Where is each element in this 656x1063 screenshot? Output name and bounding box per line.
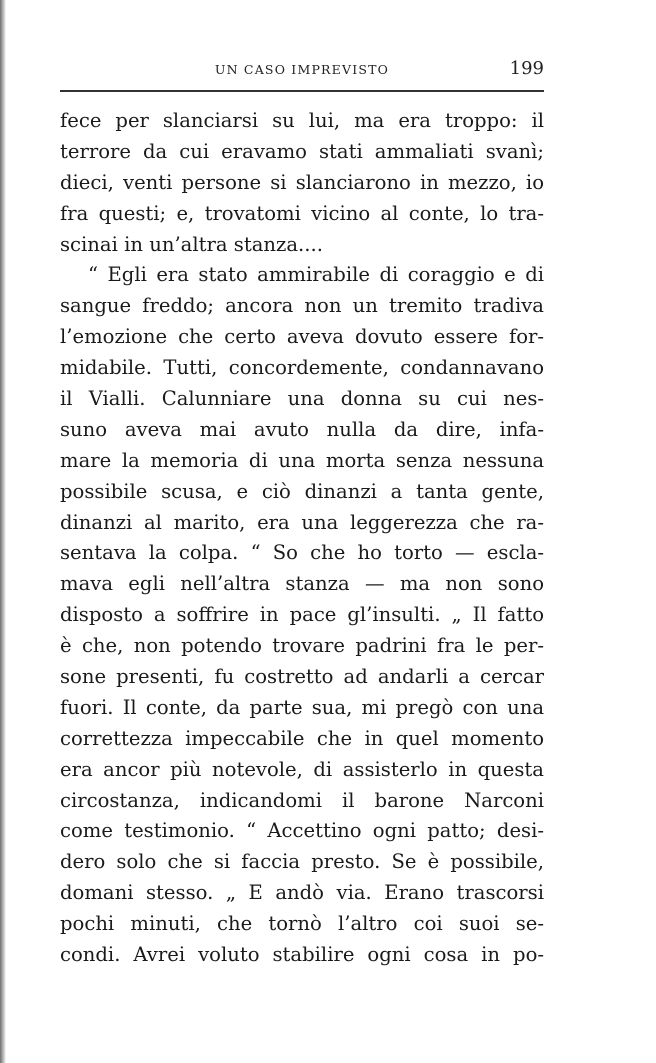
- text-line: come testimonio. “ Accettino ogni patto; desi-: [60, 819, 544, 843]
- text-line: “ Egli era stato ammirabile di coraggio e di: [88, 263, 544, 287]
- body-text: [60, 106, 544, 971]
- text-line: era ancor più notevole, di assisterlo in questa: [60, 757, 544, 781]
- text-line: fuori. Il conte, da parte sua, mi pregò con una: [60, 695, 544, 719]
- text-line: mare la memoria di una morta senza nessuna: [60, 448, 544, 472]
- text-line: suno aveva mai avuto nulla da dire, infa-: [60, 417, 544, 441]
- text-line: fece per slanciarsi su lui, ma era troppo: il: [60, 109, 544, 132]
- text-line: è che, non potendo trovare padrini fra le per-: [60, 634, 544, 658]
- text-line: circostanza, indicandomi il barone Narconi: [60, 788, 544, 812]
- text-line: fra questi; e, trovatomi vicino al conte, lo tra-: [60, 201, 544, 225]
- text-line: sentava la colpa. “ So che ho torto — escla-: [60, 541, 544, 565]
- text-line: dinanzi al marito, era una leggerezza che ra-: [60, 510, 544, 534]
- header-rule: [60, 90, 544, 92]
- page-header: [60, 58, 544, 88]
- text-line: midabile. Tutti, concordemente, condannavano: [60, 356, 544, 380]
- text-line: dero solo che si faccia presto. Se è possibile,: [60, 850, 544, 874]
- text-line: domani stesso. „ E andò via. Erano trascorsi: [60, 881, 544, 905]
- text-line: mava egli nell’altra stanza — ma non sono: [60, 572, 544, 596]
- text-line: sangue freddo; ancora non un tremito tradiva: [60, 294, 544, 318]
- text-line: disposto a soffrire in pace gl’insulti. „ Il fatto: [60, 603, 544, 627]
- text-line: l’emozione che certo aveva dovuto essere for-: [60, 325, 544, 349]
- text-line: scinai in un’altra stanza....: [60, 232, 323, 256]
- page-number: 199: [509, 58, 544, 79]
- running-title: UN CASO IMPREVISTO: [214, 62, 390, 77]
- text-line: il Vialli. Calunniare una donna su cui nes-: [60, 387, 544, 411]
- text-line: sone presenti, fu costretto ad andarli a cercar: [60, 665, 544, 689]
- text-line: condi. Avrei voluto stabilire ogni cosa in po-: [60, 943, 544, 967]
- text-line: possibile scusa, e ciò dinanzi a tanta gente,: [60, 479, 544, 503]
- text-line: terrore da cui eravamo stati ammaliati svanì;: [60, 139, 544, 163]
- text-line: pochi minuti, che tornò l’altro coi suoi se-: [60, 912, 544, 936]
- text-line: dieci, venti persone si slanciarono in mezzo, io: [60, 170, 544, 194]
- page-spine-edge: [0, 0, 6, 1063]
- text-line: correttezza impeccabile che in quel momento: [60, 726, 544, 750]
